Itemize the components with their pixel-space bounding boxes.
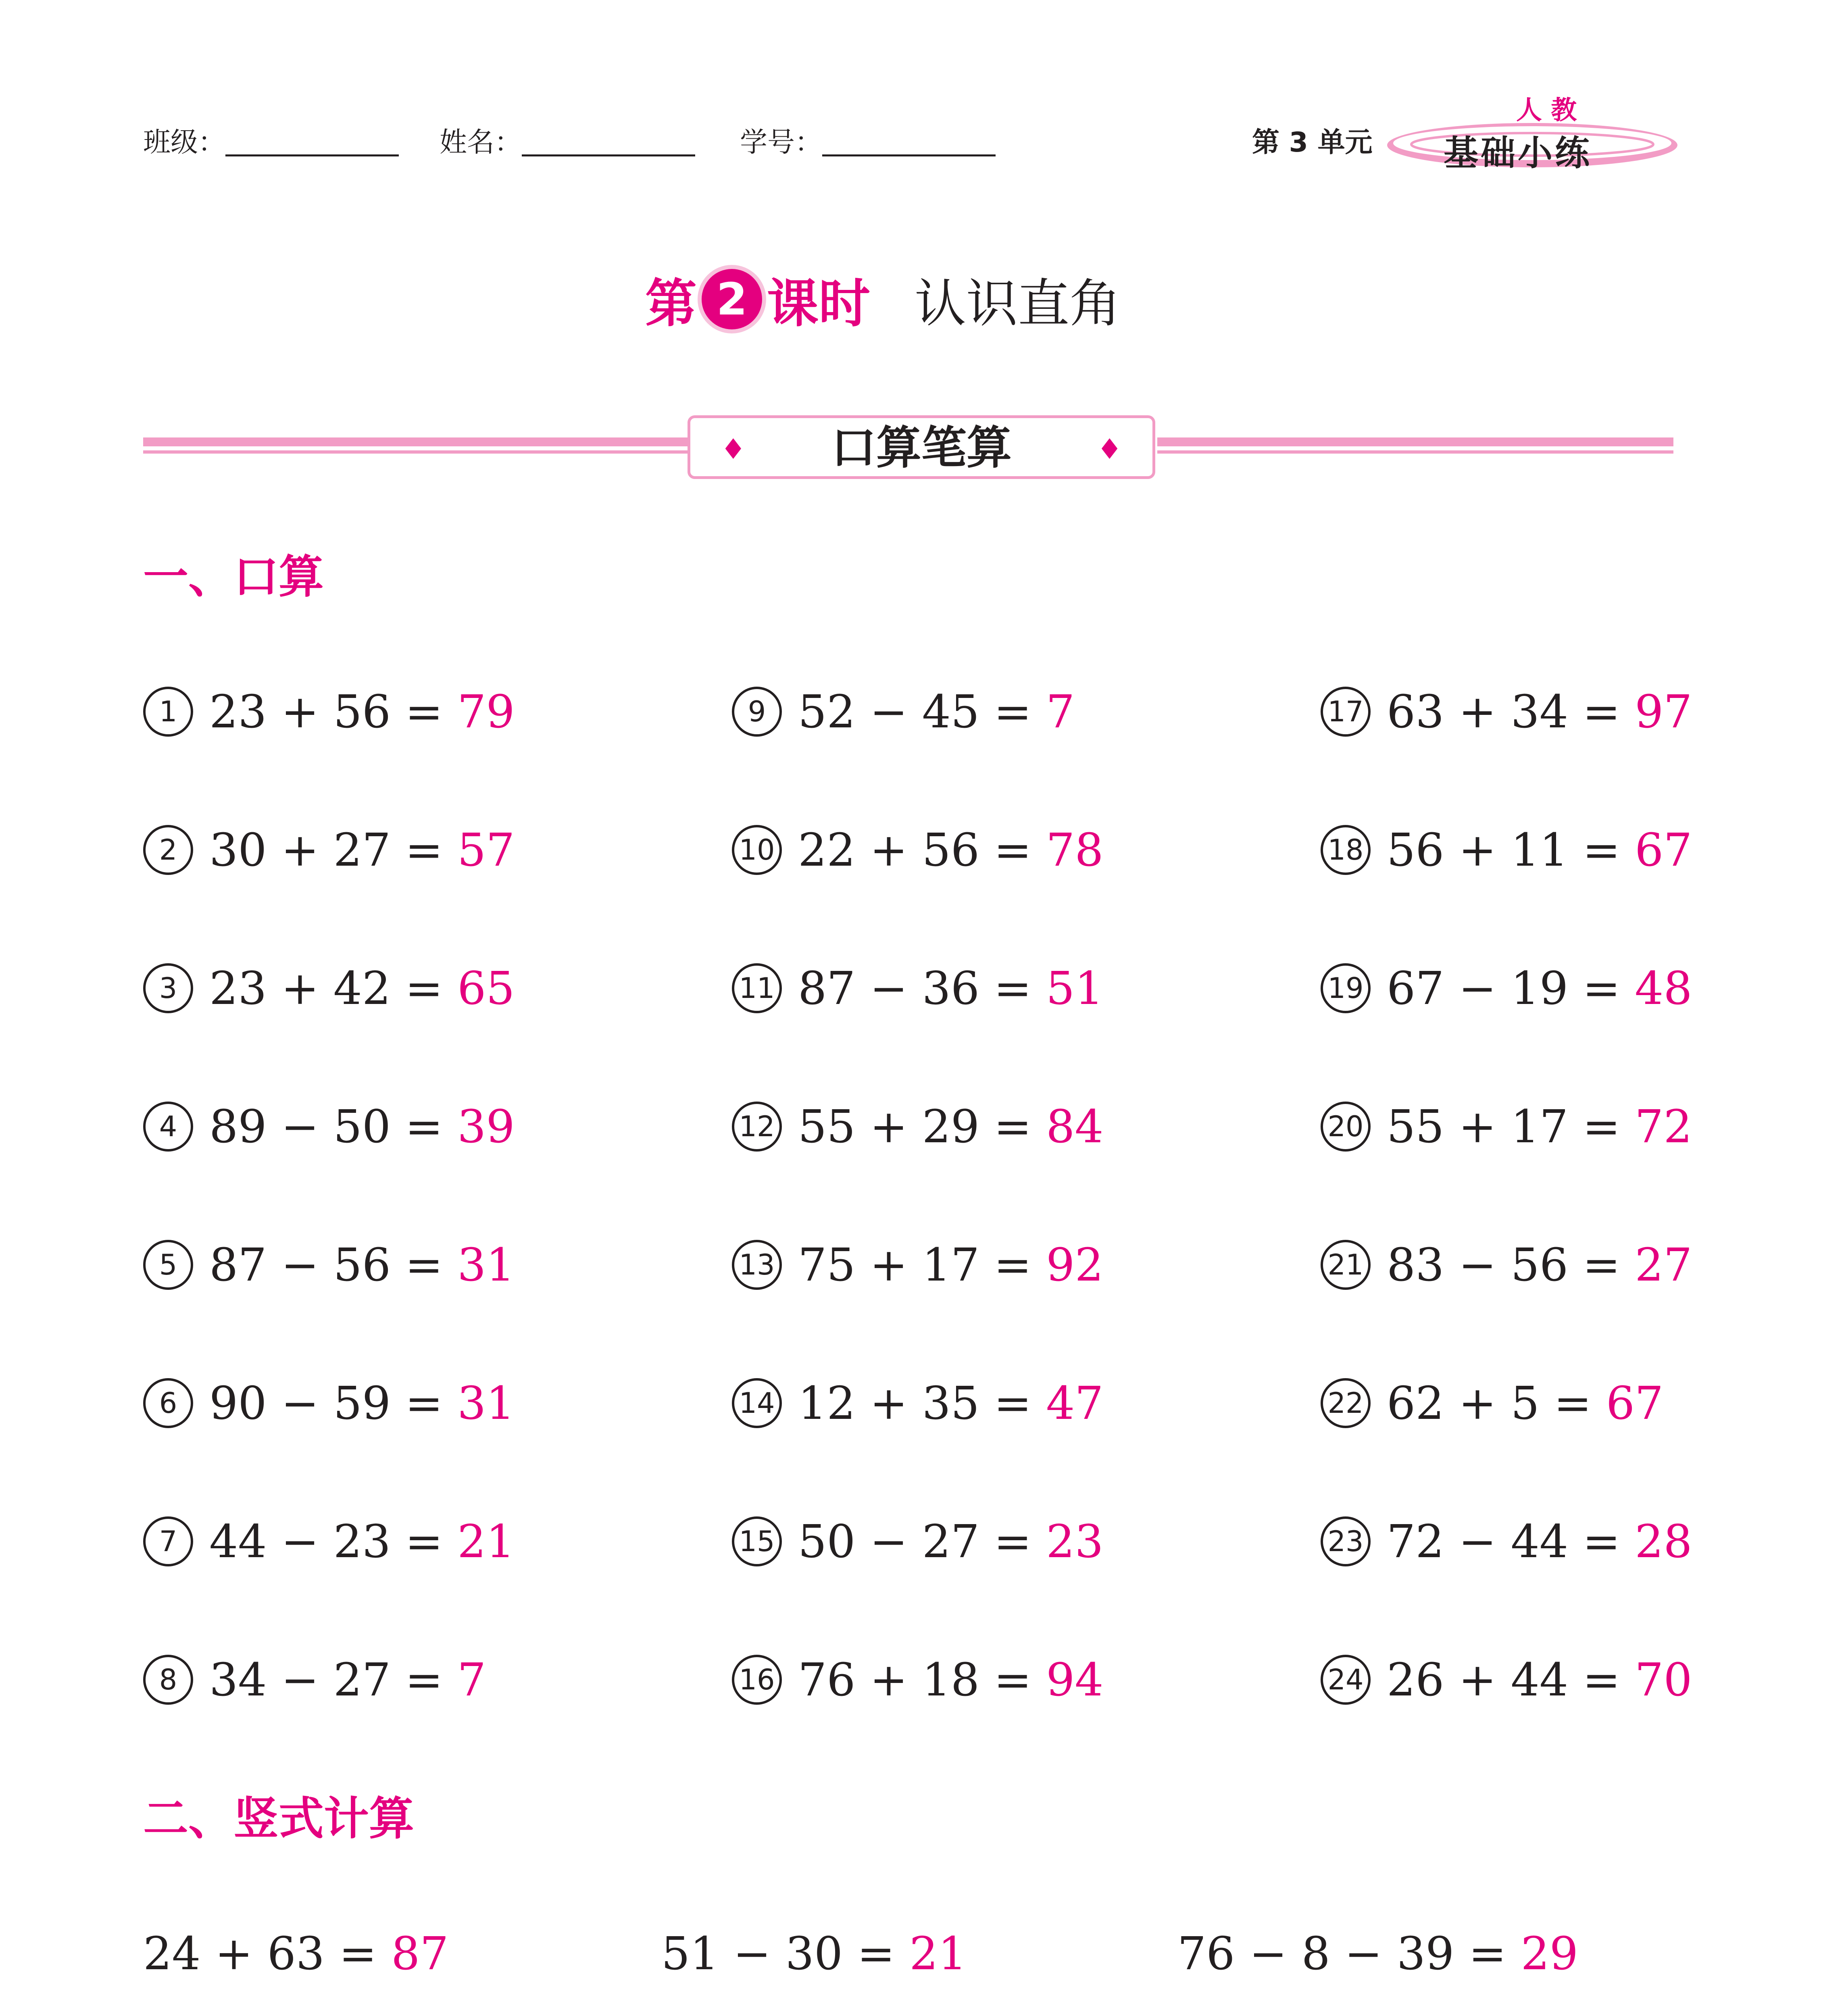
problem-number: 8: [143, 1655, 193, 1705]
problem-answer[interactable]: 21: [457, 1516, 515, 1568]
vertical-equation: [143, 1928, 449, 1980]
problem-answer[interactable]: 39: [457, 1101, 515, 1153]
problem-expression: 72 − 44 =: [1387, 1516, 1621, 1568]
oral-problem: [143, 1101, 515, 1156]
problem-number: 19: [1321, 963, 1371, 1013]
oral-problem: [732, 1101, 1104, 1156]
name-label-row: [440, 129, 695, 156]
banner-box: [688, 415, 1155, 479]
problem-expression: 23 + 56 =: [209, 686, 443, 738]
problem-number: 3: [143, 963, 193, 1013]
vertical-equation: [661, 1928, 967, 1980]
problem-answer[interactable]: 67: [1606, 1377, 1664, 1430]
problem-expression: 75 + 17 =: [798, 1239, 1032, 1291]
section2-title: 二、竖式计算: [143, 1793, 414, 1845]
oral-problem: [1321, 1101, 1692, 1156]
problem-answer[interactable]: 7: [1046, 686, 1075, 738]
problem-number: 7: [143, 1516, 193, 1566]
class-label: 班级：: [143, 127, 226, 158]
diamond-left-icon: ♦: [721, 433, 746, 466]
equation-expression: 51 − 30 =: [661, 1928, 895, 1980]
diamond-right-icon: ♦: [1097, 433, 1122, 466]
problem-expression: 67 − 19 =: [1387, 962, 1621, 1015]
problem-answer[interactable]: 7: [457, 1654, 486, 1706]
problem-expression: 30 + 27 =: [209, 824, 443, 877]
problem-answer[interactable]: 79: [457, 686, 515, 738]
problem-expression: 34 − 27 =: [209, 1654, 443, 1706]
oral-problem: [732, 962, 1104, 1017]
oral-problem: [1321, 824, 1692, 879]
id-label: 学号：: [740, 127, 823, 158]
brand-text: 基础小练: [1444, 133, 1592, 173]
oral-problem: [732, 1654, 1104, 1709]
id-label-row: [740, 129, 996, 156]
section1-title: 一、口算: [143, 551, 324, 603]
oral-problem: [732, 1377, 1104, 1432]
problem-number: 24: [1321, 1655, 1371, 1705]
unit-label: 第 3 单元: [1252, 127, 1373, 158]
problem-number: 5: [143, 1240, 193, 1290]
problem-number: 21: [1321, 1240, 1371, 1290]
lesson-number-badge: 2: [702, 269, 762, 329]
problem-expression: 26 + 44 =: [1387, 1654, 1621, 1706]
oral-problem: [143, 962, 515, 1017]
oral-problem: [143, 824, 515, 879]
oral-problem: [1321, 1516, 1692, 1570]
problem-answer[interactable]: 57: [457, 824, 515, 877]
problem-number: 13: [732, 1240, 782, 1290]
oral-problem: [1321, 1377, 1664, 1432]
problem-expression: 52 − 45 =: [798, 686, 1032, 738]
problem-number: 11: [732, 963, 782, 1013]
problem-number: 2: [143, 825, 193, 875]
problem-number: 10: [732, 825, 782, 875]
problem-expression: 44 − 23 =: [209, 1516, 443, 1568]
problem-expression: 50 − 27 =: [798, 1516, 1032, 1568]
problem-expression: 63 + 34 =: [1387, 686, 1621, 738]
banner-stripe-left: [143, 437, 688, 466]
problem-answer[interactable]: 65: [457, 962, 515, 1015]
equation-expression: 24 + 63 =: [143, 1928, 377, 1980]
problem-expression: 22 + 56 =: [798, 824, 1032, 877]
problem-expression: 55 + 29 =: [798, 1101, 1032, 1153]
name-label: 姓名：: [440, 127, 522, 158]
problem-answer[interactable]: 47: [1046, 1377, 1104, 1430]
id-field[interactable]: [822, 130, 996, 156]
oral-problem: [143, 686, 515, 741]
problem-number: 4: [143, 1102, 193, 1152]
problem-answer[interactable]: 97: [1635, 686, 1692, 738]
oral-problem: [1321, 686, 1692, 741]
oral-problem: [1321, 1654, 1692, 1709]
class-label-row: [143, 129, 399, 156]
problem-expression: 83 − 56 =: [1387, 1239, 1621, 1291]
oral-problem: [732, 1516, 1104, 1570]
vertical-equation: [1177, 1928, 1578, 1980]
problem-expression: 55 + 17 =: [1387, 1101, 1621, 1153]
banner-stripe-right: [1157, 437, 1673, 466]
problem-number: 23: [1321, 1516, 1371, 1566]
oral-problem: [143, 1654, 486, 1709]
name-field[interactable]: [522, 130, 695, 156]
problem-answer[interactable]: 78: [1046, 824, 1104, 877]
problem-answer[interactable]: 84: [1046, 1101, 1104, 1153]
equation-answer[interactable]: 87: [391, 1928, 449, 1980]
problem-expression: 23 + 42 =: [209, 962, 443, 1015]
oral-problem: [143, 1377, 515, 1432]
oral-problem: [732, 824, 1104, 879]
brand-top-text: 人 教: [1516, 96, 1577, 125]
problem-number: 15: [732, 1516, 782, 1566]
problem-expression: 12 + 35 =: [798, 1377, 1032, 1430]
problem-expression: 76 + 18 =: [798, 1654, 1032, 1706]
banner-title: 口算笔算: [831, 422, 1012, 474]
problem-answer[interactable]: 48: [1635, 962, 1692, 1015]
lesson-topic: 认识直角: [915, 274, 1121, 334]
problem-answer[interactable]: 94: [1046, 1654, 1104, 1706]
equation-answer[interactable]: 29: [1521, 1928, 1578, 1980]
oral-problem: [1321, 962, 1692, 1017]
lesson-prefix: 第: [645, 274, 697, 334]
problem-answer[interactable]: 27: [1635, 1239, 1692, 1291]
oral-problem: [1321, 1239, 1692, 1294]
problem-number: 1: [143, 687, 193, 737]
problem-expression: 62 + 5 =: [1387, 1377, 1592, 1430]
problem-expression: 90 − 59 =: [209, 1377, 443, 1430]
equation-expression: 76 − 8 − 39 =: [1177, 1928, 1506, 1980]
class-field[interactable]: [225, 130, 399, 156]
problem-number: 22: [1321, 1378, 1371, 1428]
problem-number: 16: [732, 1655, 782, 1705]
problem-answer[interactable]: 31: [457, 1239, 515, 1291]
problem-number: 12: [732, 1102, 782, 1152]
problem-expression: 87 − 56 =: [209, 1239, 443, 1291]
problem-number: 6: [143, 1378, 193, 1428]
problem-answer[interactable]: 51: [1046, 962, 1104, 1015]
problem-answer[interactable]: 67: [1635, 824, 1692, 877]
problem-number: 20: [1321, 1102, 1371, 1152]
oral-problem: [732, 686, 1075, 741]
lesson-title: [645, 262, 1121, 334]
oral-problem: [732, 1239, 1104, 1294]
problem-expression: 56 + 11 =: [1387, 824, 1621, 877]
oral-problem: [143, 1516, 515, 1570]
problem-expression: 89 − 50 =: [209, 1101, 443, 1153]
problem-expression: 87 − 36 =: [798, 962, 1032, 1015]
problem-answer[interactable]: 23: [1046, 1516, 1104, 1568]
problem-answer[interactable]: 92: [1046, 1239, 1104, 1291]
problem-number: 14: [732, 1378, 782, 1428]
oral-problem: [143, 1239, 515, 1294]
problem-number: 18: [1321, 825, 1371, 875]
problem-answer[interactable]: 31: [457, 1377, 515, 1430]
problem-answer[interactable]: 70: [1635, 1654, 1692, 1706]
problem-number: 9: [732, 687, 782, 737]
problem-number: 17: [1321, 687, 1371, 737]
equation-answer[interactable]: 21: [909, 1928, 967, 1980]
problem-answer[interactable]: 72: [1635, 1101, 1692, 1153]
lesson-suffix: 课时: [767, 274, 871, 334]
problem-answer[interactable]: 28: [1635, 1516, 1692, 1568]
